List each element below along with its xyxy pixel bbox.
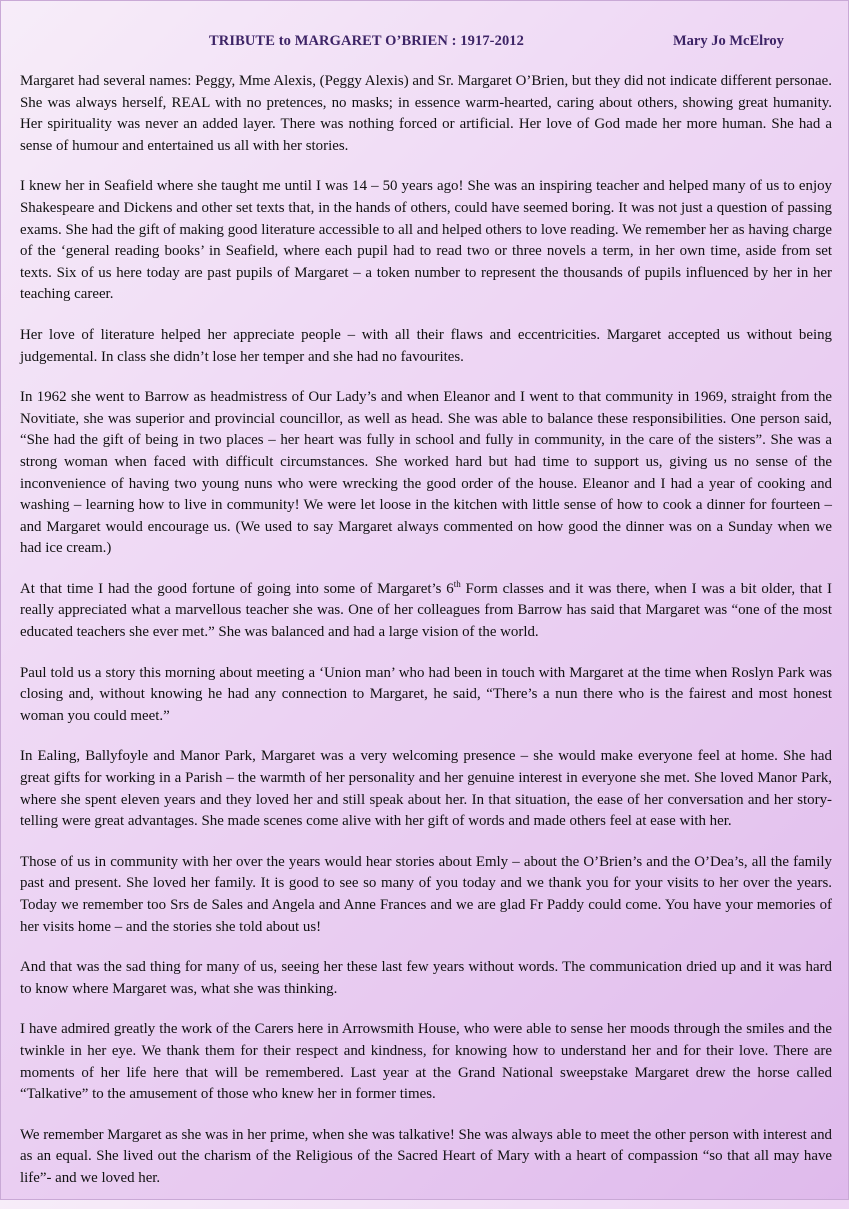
paragraph-6: Paul told us a story this morning about meeting a ‘Union man’ who had been in touch with Margaret at the time when Roslyn Park was closing and, without knowing he had any connection to Margaret, he said, “There’s a nun there who is the fairest and most honest woman you could meet.” — [20, 664, 832, 724]
author-name: Mary Jo McElroy — [673, 33, 784, 49]
document-title: TRIBUTE to MARGARET O’BRIEN : 1917-2012 — [209, 33, 524, 49]
paragraph-9: And that was the sad thing for many of us, seeing her these last few years without words. The communication dried up and it was hard to know where Margaret was, what she was thinking. — [20, 959, 832, 997]
document-body — [20, 71, 832, 1209]
paragraph-5-text-start: At that time I had the good fortune of going into some of Margaret’s 6 — [20, 580, 454, 597]
paragraph-3: Her love of literature helped her appreciate people – with all their flaws and eccentricities. Margaret accepted us without being judgemental. In class she didn’t lose her temper and she had no favourites. — [20, 326, 832, 365]
document-header — [1, 33, 849, 55]
paragraph-4: In 1962 she went to Barrow as headmistress of Our Lady’s and when Eleanor and I went to that community in 1969, straight from the Novitiate, she was superior and provincial councillor, as well as head. She was able to balance these responsibilities. One person said, “She had the gift of being in two places – her heart was fully in school and fully in community, in the care of the sisters”. She was a strong woman when faced with difficult circumstances. She worked hard but had time to support us, giving us no sense of the inconvenience of having two young nuns who were wrecking the good order of the house. Eleanor and I had a year of cooking and washing – learning how to live in community! We were let loose in the kitchen with little sense of how to cook a dinner for fourteen – and Margaret would encourage us. (We used to say Margaret always commented on how good the dinner was on a Sunday when we had ice cream.) — [20, 389, 832, 557]
ordinal-suffix: th — [453, 578, 461, 589]
paragraph-7: In Ealing, Ballyfoyle and Manor Park, Margaret was a very welcoming presence – she would make everyone feel at home. She had great gifts for working in a Parish – the warmth of her personality and her genuine interest in everyone she met. She loved Manor Park, where she spent eleven years and they loved her and still speak about her. In that situation, the ease of her conversation and her story-telling were great advantages. She made scenes come alive with her gift of words and made others feel at ease with her. — [20, 748, 832, 830]
paragraph-1: Margaret had several names: Peggy, Mme Alexis, (Peggy Alexis) and Sr. Margaret O’Brien, but they did not indicate different personae. She was always herself, REAL with no pretences, no masks; in essence warm-hearted, caring about others, showing great humanity. Her spirituality was never an added layer. There was nothing forced or artificial. Her love of God made her more human. She had a sense of humour and entertained us all with her stories. — [20, 73, 832, 154]
paragraph-11: We remember Margaret as she was in her prime, when she was talkative! She was always able to meet the other person with interest and as an equal. She lived out the charism of the Religious of the Sacred Heart of Mary with a heart of compassion “so that all may have life”- and we loved her. — [20, 1126, 832, 1186]
paragraph-8: Those of us in community with her over the years would hear stories about Emly – about the O’Brien’s and the O’Dea’s, all the family past and present. She loved her family. It is good to see so many of you today and we thank you for your visits to her over the years. Today we remember too Srs de Sales and Angela and Anne Frances and we are glad Fr Paddy could come. You have your memories of her visits home – and the stories she told about us! — [20, 853, 832, 935]
paragraph-5 — [20, 579, 832, 644]
paragraph-5-text-end: Form classes and it was there, when I was a bit older, that I really appreciated what a marvellous teacher she was. One of her colleagues from Barrow has said that Margaret was “one of the most educated teachers she ever met.” She was balanced and had a large vision of the world. — [20, 580, 833, 641]
paragraph-10: I have admired greatly the work of the Carers here in Arrowsmith House, who were able to sense her moods through the smiles and the twinkle in her eye. We thank them for their respect and kindness, for knowing how to understand her and for their love. There are moments of her life here that will be remembered. Last year at the Grand National sweepstake Margaret drew the horse called “Talkative” to the amusement of those who knew her in former times. — [20, 1021, 832, 1103]
paragraph-2: I knew her in Seafield where she taught me until I was 14 – 50 years ago! She was an inspiring teacher and helped many of us to enjoy Shakespeare and Dickens and other set texts that, in the hands of others, could have seemed boring. It was not just a question of passing exams. She had the gift of making good literature accessible to all and helped others to love reading. We remember her as having charge of the ‘general reading books’ in Seafield, where each pupil had to read two or three novels a term, in her own time, aside from set texts. Six of us here today are past pupils of Margaret – a token number to represent the thousands of pupils influenced by her in her teaching career. — [20, 178, 832, 303]
